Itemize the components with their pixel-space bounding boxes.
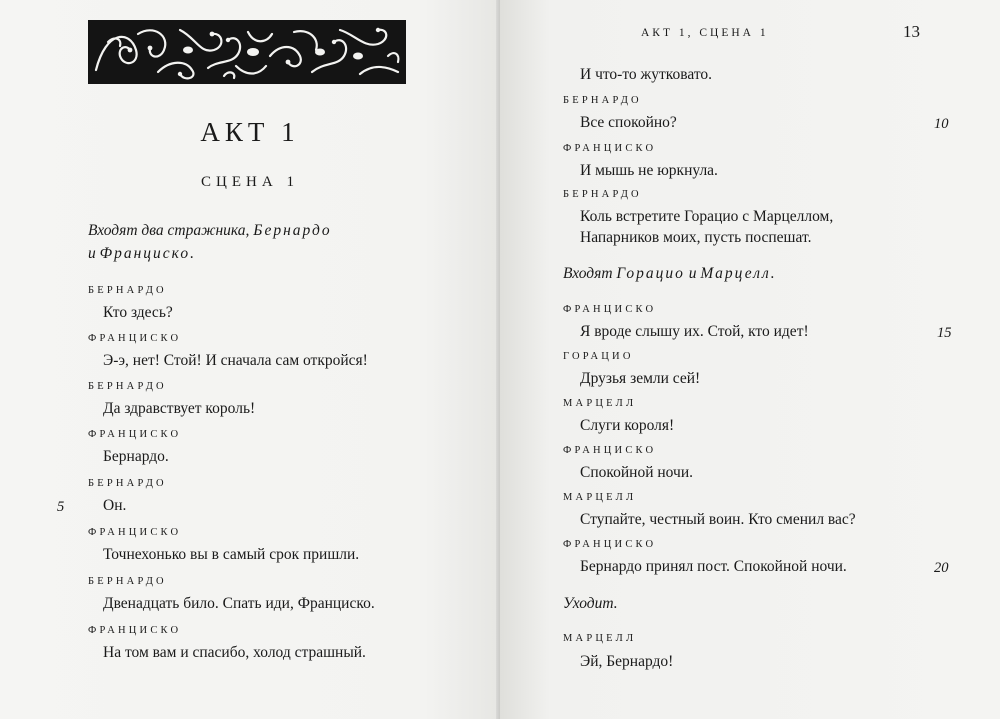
stage-direction-exit: Уходит. (563, 595, 618, 612)
page-number: 13 (903, 22, 920, 41)
dialogue-line: Ступайте, честный воин. Кто сменил вас? (580, 511, 856, 528)
dialogue-line: Эй, Бернардо! (580, 653, 674, 670)
stage-direction-entrance (88, 219, 418, 265)
character-name: Франциско. (99, 245, 196, 262)
line-number: 15 (937, 325, 952, 341)
dialogue-line: Э-э, нет! Стой! И сначала сам откройся! (103, 352, 368, 369)
act-title: АКТ 1 (200, 117, 300, 147)
speaker-name: БЕРНАРДО (88, 576, 167, 587)
stage-direction-entrance (563, 262, 893, 285)
speaker-name: МАРЦЕЛЛ (563, 398, 637, 409)
dialogue-line: Друзья земли сей! (580, 370, 701, 387)
dialogue-line: Слуги короля! (580, 417, 675, 434)
speaker-name: ФРАНЦИСКО (563, 304, 657, 315)
speaker-name: ФРАНЦИСКО (88, 333, 182, 344)
character-name: Марцелл. (700, 265, 777, 282)
character-name: Горацио (616, 265, 685, 282)
character-name: Бернардо (253, 222, 332, 239)
dialogue-line: Я вроде слышу их. Стой, кто идет! (580, 323, 809, 340)
dialogue-line: Точнехонько вы в самый срок пришли. (103, 546, 360, 563)
dialogue-line: Бернардо. (103, 448, 169, 465)
dialogue-line: Он. (103, 497, 127, 514)
dialogue-line: Кто здесь? (103, 304, 173, 321)
speaker-name: ФРАНЦИСКО (88, 625, 182, 636)
dialogue-line: Все спокойно? (580, 114, 677, 131)
line-number: 20 (934, 560, 949, 576)
direction-text: и (88, 245, 96, 262)
speaker-name: ФРАНЦИСКО (88, 429, 182, 440)
speaker-name: МАРЦЕЛЛ (563, 633, 637, 644)
direction-text: Входят два стражника, (88, 222, 250, 239)
dialogue-line: Напарников моих, пусть поспешат. (580, 229, 812, 246)
scene-title: СЦЕНА 1 (201, 174, 299, 190)
speaker-name: ФРАНЦИСКО (563, 445, 657, 456)
line-number: 5 (57, 499, 65, 515)
dialogue-line: Спокойной ночи. (580, 464, 693, 481)
speaker-name: ФРАНЦИСКО (563, 143, 657, 154)
dialogue-line: Бернардо принял пост. Спокойной ночи. (580, 558, 847, 575)
speaker-name: ГОРАЦИО (563, 351, 634, 362)
direction-text: Входят (563, 265, 613, 282)
running-head: АКТ 1, СЦЕНА 1 (641, 27, 769, 39)
dialogue-line: Коль встретите Горацио с Марцеллом, (580, 208, 834, 225)
speaker-name: МАРЦЕЛЛ (563, 492, 637, 503)
ornamental-header-icon (88, 20, 406, 84)
speaker-name: БЕРНАРДО (88, 478, 167, 489)
dialogue-line: На том вам и спасибо, холод страшный. (103, 644, 366, 661)
speaker-name: ФРАНЦИСКО (88, 527, 182, 538)
dialogue-line: И что-то жутковато. (580, 66, 713, 83)
dialogue-line: И мышь не юркнула. (580, 162, 718, 179)
dialogue-line: Да здравствует король! (103, 400, 256, 417)
speaker-name: БЕРНАРДО (563, 95, 642, 106)
speaker-name: БЕРНАРДО (88, 381, 167, 392)
speaker-name: ФРАНЦИСКО (563, 539, 657, 550)
speaker-name: БЕРНАРДО (88, 285, 167, 296)
line-number: 10 (934, 116, 949, 132)
direction-text: и (688, 265, 697, 282)
dialogue-line: Двенадцать било. Спать иди, Франциско. (103, 595, 375, 612)
speaker-name: БЕРНАРДО (563, 189, 642, 200)
